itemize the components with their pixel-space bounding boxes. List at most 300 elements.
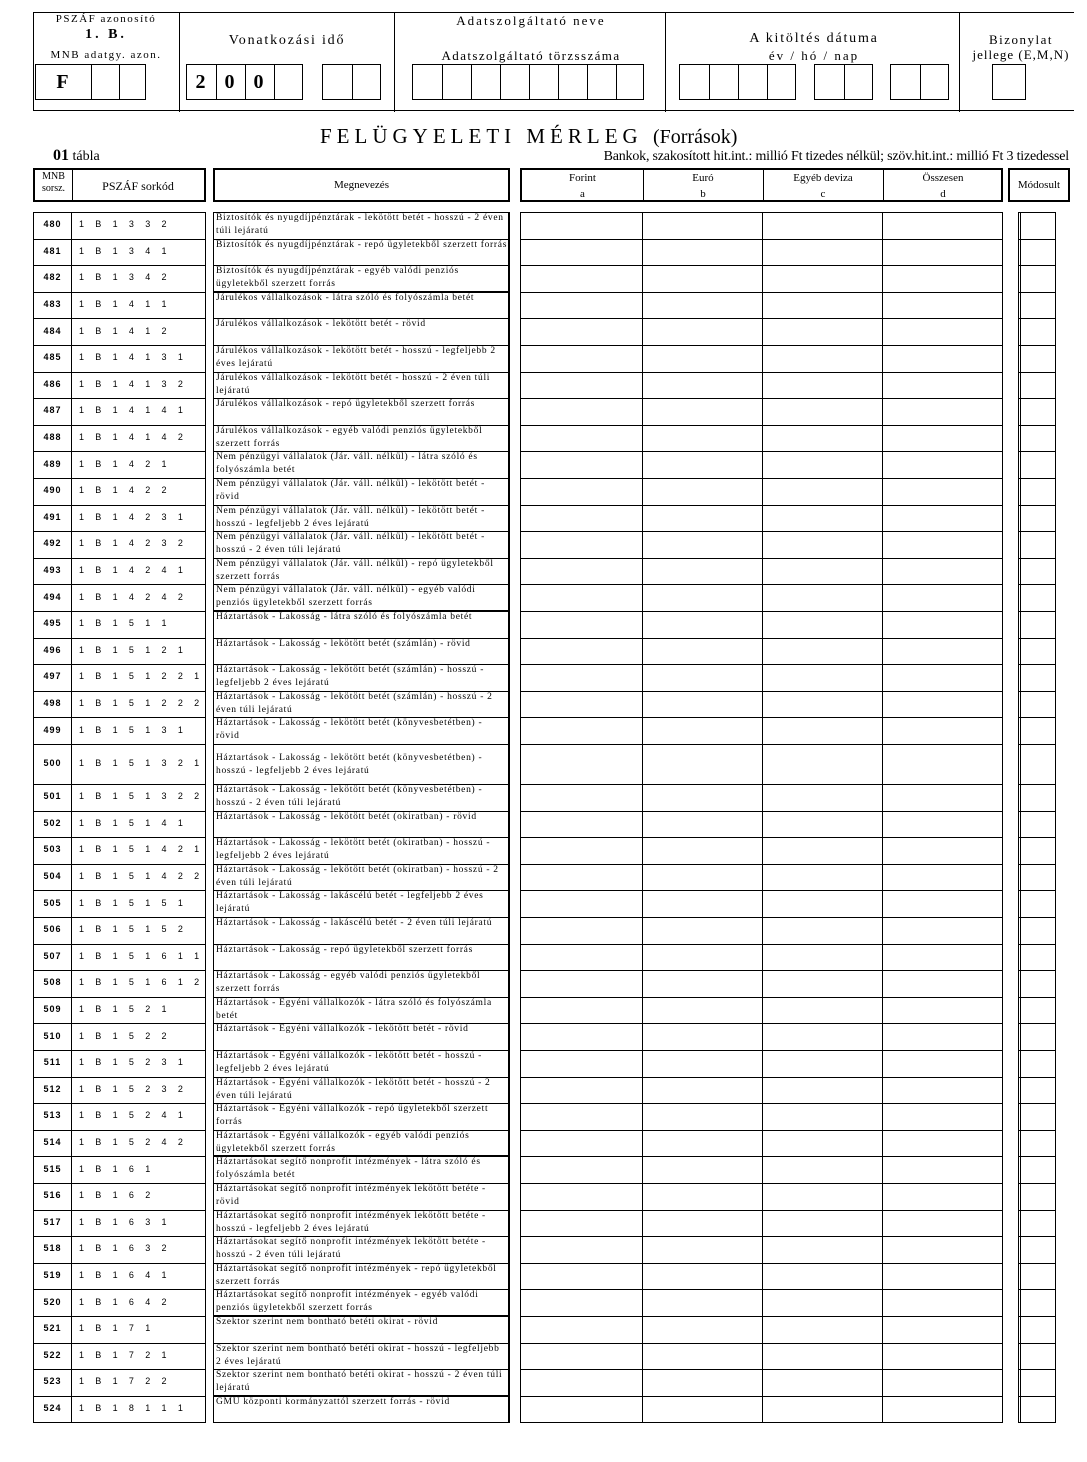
row-forint-cell[interactable]	[522, 1369, 643, 1396]
row-modosult-cell[interactable]	[1020, 398, 1055, 425]
row-modosult-cell[interactable]	[1020, 997, 1055, 1024]
row-osszesen-cell[interactable]	[883, 1023, 1003, 1050]
row-euro-cell[interactable]	[643, 864, 763, 891]
row-euro-cell[interactable]	[643, 744, 763, 784]
row-egyeb-cell[interactable]	[763, 265, 883, 292]
row-forint-cell[interactable]	[522, 811, 643, 838]
row-osszesen-cell[interactable]	[883, 531, 1003, 558]
row-modosult-cell[interactable]	[1020, 1183, 1055, 1210]
row-egyeb-cell[interactable]	[763, 1130, 883, 1157]
row-euro-cell[interactable]	[643, 1077, 763, 1104]
row-modosult-cell[interactable]	[1020, 811, 1055, 838]
row-euro-cell[interactable]	[643, 558, 763, 585]
row-osszesen-cell[interactable]	[883, 1236, 1003, 1263]
grid-line	[1018, 997, 1056, 998]
row-forint-cell[interactable]	[522, 425, 643, 452]
row-egyeb-cell[interactable]	[763, 478, 883, 505]
row-egyeb-cell[interactable]	[763, 425, 883, 452]
row-megnevezes: Járulékos vállalkozások - lekötött betét - rövid	[216, 319, 426, 330]
row-egyeb-cell[interactable]	[763, 398, 883, 425]
row-forint-cell[interactable]	[522, 531, 643, 558]
row-osszesen-cell[interactable]	[883, 784, 1003, 811]
grid-line	[213, 505, 510, 506]
row-osszesen-cell[interactable]	[883, 1183, 1003, 1210]
row-osszesen-cell[interactable]	[883, 1130, 1003, 1157]
row-modosult-cell[interactable]	[1020, 944, 1055, 971]
row-euro-cell[interactable]	[643, 478, 763, 505]
row-euro-cell[interactable]	[643, 944, 763, 971]
row-forint-cell[interactable]	[522, 784, 643, 811]
row-euro-cell[interactable]	[643, 691, 763, 718]
row-euro-cell[interactable]	[643, 239, 763, 266]
row-osszesen-cell[interactable]	[883, 811, 1003, 838]
row-egyeb-cell[interactable]	[763, 1023, 883, 1050]
row-forint-cell[interactable]	[522, 1263, 643, 1290]
row-mnb-sorsz: 511	[43, 1057, 62, 1068]
row-euro-cell[interactable]	[643, 1210, 763, 1237]
row-egyeb-cell[interactable]	[763, 372, 883, 399]
row-osszesen-cell[interactable]	[883, 584, 1003, 611]
row-modosult-cell[interactable]	[1020, 638, 1055, 665]
row-egyeb-cell[interactable]	[763, 531, 883, 558]
row-modosult-cell[interactable]	[1020, 837, 1055, 864]
row-pszaf-sorkod: 1 B 1 3 4 1	[79, 245, 171, 256]
row-euro-cell[interactable]	[643, 1343, 763, 1370]
row-egyeb-cell[interactable]	[763, 1077, 883, 1104]
row-mnb-sorsz: 510	[43, 1030, 62, 1041]
row-osszesen-cell[interactable]	[883, 398, 1003, 425]
grid-line	[33, 292, 206, 293]
torzsszam-box[interactable]	[412, 64, 644, 100]
row-megnevezes: Háztartások - Lakosság - lekötött betét (könyvesbetétben) - hosszú - legfeljebb 2 éves lejáratú	[216, 753, 483, 776]
row-osszesen-cell[interactable]	[883, 558, 1003, 585]
row-megnevezes: Háztartásokat segítő nonprofit intézmények - egyéb valódi penziós ügyletekből szerzett forrás	[216, 1290, 479, 1314]
row-modosult-cell[interactable]	[1020, 1077, 1055, 1104]
grid-line	[213, 744, 510, 745]
unit-note: Bankok, szakosított hit.int.: millió Ft tizedes nélkül; szöv.hit.int.: millió Ft 3 tizedessel	[603, 149, 1069, 164]
row-forint-cell[interactable]	[522, 1156, 643, 1183]
row-forint-cell[interactable]	[522, 744, 643, 784]
row-pszaf-sorkod: 1 B 1 6 4 2	[79, 1296, 171, 1307]
row-forint-cell[interactable]	[522, 717, 643, 744]
grid-line	[213, 212, 214, 1422]
row-euro-cell[interactable]	[643, 1050, 763, 1077]
row-modosult-cell[interactable]	[1020, 890, 1055, 917]
row-euro-cell[interactable]	[643, 292, 763, 319]
grid-line	[33, 744, 206, 745]
row-pszaf-sorkod: 1 B 1 5 1 5 2	[79, 924, 188, 935]
row-osszesen-cell[interactable]	[883, 265, 1003, 292]
kitoltes-datuma-label: A kitöltés dátuma	[749, 31, 879, 46]
grid-line	[33, 1422, 206, 1423]
row-modosult-cell[interactable]	[1020, 531, 1055, 558]
row-euro-cell[interactable]	[643, 1263, 763, 1290]
row-modosult-cell[interactable]	[1020, 478, 1055, 505]
row-osszesen-cell[interactable]	[883, 1077, 1003, 1104]
grid-line	[1018, 531, 1056, 532]
row-osszesen-cell[interactable]	[883, 318, 1003, 345]
row-forint-cell[interactable]	[522, 944, 643, 971]
row-forint-cell[interactable]	[522, 917, 643, 944]
row-forint-cell[interactable]	[522, 372, 643, 399]
grid-line	[213, 997, 510, 998]
row-osszesen-cell[interactable]	[883, 1263, 1003, 1290]
row-forint-cell[interactable]	[522, 558, 643, 585]
grid-line	[213, 610, 510, 612]
row-megnevezes: Háztartásokat segítő nonprofit intézmények - látra szóló és folyószámla betét	[216, 1157, 481, 1181]
row-forint-cell[interactable]	[522, 345, 643, 372]
row-pszaf-sorkod: 1 B 1 7 1	[79, 1323, 155, 1334]
row-modosult-cell[interactable]	[1020, 1156, 1055, 1183]
row-euro-cell[interactable]	[643, 717, 763, 744]
vonatkozasi-month-box[interactable]	[322, 64, 381, 100]
row-modosult-cell[interactable]	[1020, 451, 1055, 478]
grid-line	[1002, 212, 1003, 1422]
row-modosult-cell[interactable]	[1020, 1369, 1055, 1396]
kitoltes-ev-box[interactable]	[679, 64, 796, 100]
row-euro-cell[interactable]	[643, 664, 763, 691]
row-forint-cell[interactable]	[522, 1077, 643, 1104]
row-modosult-cell[interactable]	[1020, 558, 1055, 585]
row-modosult-cell[interactable]	[1020, 691, 1055, 718]
row-forint-cell[interactable]	[522, 664, 643, 691]
row-osszesen-cell[interactable]	[883, 638, 1003, 665]
row-modosult-cell[interactable]	[1020, 239, 1055, 266]
row-modosult-cell[interactable]	[1020, 1263, 1055, 1290]
row-egyeb-cell[interactable]	[763, 890, 883, 917]
grid-line	[1018, 558, 1056, 559]
row-forint-cell[interactable]	[522, 1050, 643, 1077]
grid-line	[213, 864, 510, 865]
row-euro-cell[interactable]	[643, 638, 763, 665]
row-euro-cell[interactable]	[643, 451, 763, 478]
row-modosult-cell[interactable]	[1020, 970, 1055, 997]
row-osszesen-cell[interactable]	[883, 970, 1003, 997]
row-euro-cell[interactable]	[643, 1369, 763, 1396]
row-forint-cell[interactable]	[522, 1289, 643, 1316]
row-forint-cell[interactable]	[522, 1396, 643, 1423]
row-euro-cell[interactable]	[643, 1289, 763, 1316]
row-egyeb-cell[interactable]	[763, 691, 883, 718]
row-forint-cell[interactable]	[522, 239, 643, 266]
row-egyeb-cell[interactable]	[763, 584, 883, 611]
row-mnb-sorsz: 503	[43, 844, 62, 855]
row-euro-cell[interactable]	[643, 1183, 763, 1210]
row-modosult-cell[interactable]	[1020, 1396, 1055, 1423]
grid-line	[213, 890, 510, 891]
row-modosult-cell[interactable]	[1020, 1236, 1055, 1263]
row-forint-cell[interactable]	[522, 611, 643, 638]
grid-line	[213, 1103, 510, 1104]
row-euro-cell[interactable]	[643, 345, 763, 372]
row-forint-cell[interactable]	[522, 584, 643, 611]
row-modosult-cell[interactable]	[1020, 318, 1055, 345]
row-osszesen-cell[interactable]	[883, 212, 1003, 239]
row-osszesen-cell[interactable]	[883, 917, 1003, 944]
row-osszesen-cell[interactable]	[883, 478, 1003, 505]
row-egyeb-cell[interactable]	[763, 1289, 883, 1316]
grid-line	[33, 478, 206, 479]
row-egyeb-cell[interactable]	[763, 997, 883, 1024]
row-mnb-sorsz: 490	[43, 485, 62, 496]
row-forint-cell[interactable]	[522, 1210, 643, 1237]
row-egyeb-cell[interactable]	[763, 1263, 883, 1290]
row-euro-cell[interactable]	[643, 1130, 763, 1157]
row-modosult-cell[interactable]	[1020, 611, 1055, 638]
row-modosult-cell[interactable]	[1020, 917, 1055, 944]
grid-line	[1018, 717, 1056, 718]
row-forint-cell[interactable]	[522, 1343, 643, 1370]
row-euro-cell[interactable]	[643, 505, 763, 532]
row-osszesen-cell[interactable]	[883, 1156, 1003, 1183]
row-egyeb-cell[interactable]	[763, 1183, 883, 1210]
table-row	[0, 505, 1087, 532]
row-euro-cell[interactable]	[643, 890, 763, 917]
row-forint-cell[interactable]	[522, 505, 643, 532]
row-pszaf-sorkod: 1 B 1 4 2 1	[79, 458, 171, 469]
row-mnb-sorsz: 483	[43, 299, 62, 310]
row-modosult-cell[interactable]	[1020, 1103, 1055, 1130]
row-forint-cell[interactable]	[522, 451, 643, 478]
row-euro-cell[interactable]	[643, 837, 763, 864]
row-osszesen-cell[interactable]	[883, 1369, 1003, 1396]
row-mnb-sorsz: 517	[43, 1216, 62, 1227]
row-osszesen-cell[interactable]	[883, 744, 1003, 784]
row-euro-cell[interactable]	[643, 372, 763, 399]
grid-line	[1018, 1156, 1056, 1157]
row-egyeb-cell[interactable]	[763, 864, 883, 891]
row-modosult-cell[interactable]	[1020, 744, 1055, 784]
row-egyeb-cell[interactable]	[763, 1050, 883, 1077]
grid-line	[1055, 212, 1056, 1422]
row-osszesen-cell[interactable]	[883, 505, 1003, 532]
row-euro-cell[interactable]	[643, 917, 763, 944]
row-mnb-sorsz: 506	[43, 924, 62, 935]
row-egyeb-cell[interactable]	[763, 505, 883, 532]
row-modosult-cell[interactable]	[1020, 717, 1055, 744]
row-euro-cell[interactable]	[643, 811, 763, 838]
grid-line	[508, 212, 510, 1422]
row-euro-cell[interactable]	[643, 997, 763, 1024]
row-euro-cell[interactable]	[643, 970, 763, 997]
row-egyeb-cell[interactable]	[763, 1236, 883, 1263]
row-osszesen-cell[interactable]	[883, 944, 1003, 971]
row-forint-cell[interactable]	[522, 890, 643, 917]
row-osszesen-cell[interactable]	[883, 292, 1003, 319]
row-forint-cell[interactable]	[522, 1130, 643, 1157]
row-osszesen-cell[interactable]	[883, 425, 1003, 452]
row-megnevezes: Háztartások - Egyéni vállalkozók - lekötött betét - hosszú - 2 éven túli lejáratú	[216, 1077, 491, 1101]
grid-line	[33, 1369, 206, 1370]
grid-line	[642, 212, 643, 1422]
row-egyeb-cell[interactable]	[763, 558, 883, 585]
row-megnevezes: Járulékos vállalkozások - repó ügyletekből szerzett forrás	[216, 399, 476, 410]
row-osszesen-cell[interactable]	[883, 1050, 1003, 1077]
row-egyeb-cell[interactable]	[763, 1103, 883, 1130]
row-euro-cell[interactable]	[643, 1396, 763, 1423]
row-egyeb-cell[interactable]	[763, 1343, 883, 1370]
col-header-egyeb-letter: c	[820, 188, 826, 200]
row-osszesen-cell[interactable]	[883, 717, 1003, 744]
row-euro-cell[interactable]	[643, 318, 763, 345]
kitoltes-nap-box[interactable]	[890, 64, 949, 100]
row-forint-cell[interactable]	[522, 318, 643, 345]
row-megnevezes: Háztartások - Lakosság - lekötött betét (okiratban) - rövid	[216, 811, 477, 822]
row-euro-cell[interactable]	[643, 425, 763, 452]
row-egyeb-cell[interactable]	[763, 944, 883, 971]
row-megnevezes: Háztartások - Lakosság - lekötött betét (számlán) - rövid	[216, 638, 471, 649]
row-modosult-cell[interactable]	[1020, 1210, 1055, 1237]
grid-line	[33, 505, 206, 506]
row-egyeb-cell[interactable]	[763, 345, 883, 372]
row-modosult-cell[interactable]	[1020, 664, 1055, 691]
row-egyeb-cell[interactable]	[763, 1396, 883, 1423]
row-egyeb-cell[interactable]	[763, 784, 883, 811]
row-mnb-sorsz: 514	[43, 1137, 62, 1148]
row-modosult-cell[interactable]	[1020, 345, 1055, 372]
table-row	[0, 1156, 1087, 1183]
row-modosult-cell[interactable]	[1020, 1050, 1055, 1077]
grid-line	[213, 1289, 510, 1290]
row-euro-cell[interactable]	[643, 398, 763, 425]
row-forint-cell[interactable]	[522, 970, 643, 997]
row-forint-cell[interactable]	[522, 212, 643, 239]
row-egyeb-cell[interactable]	[763, 318, 883, 345]
row-osszesen-cell[interactable]	[883, 451, 1003, 478]
grid-line	[33, 372, 206, 373]
row-euro-cell[interactable]	[643, 784, 763, 811]
row-modosult-cell[interactable]	[1020, 1130, 1055, 1157]
grid-line	[1018, 1183, 1056, 1184]
row-modosult-cell[interactable]	[1020, 1343, 1055, 1370]
grid-line	[33, 638, 206, 639]
row-forint-cell[interactable]	[522, 398, 643, 425]
row-forint-cell[interactable]	[522, 997, 643, 1024]
row-modosult-cell[interactable]	[1020, 265, 1055, 292]
row-egyeb-cell[interactable]	[763, 664, 883, 691]
row-forint-cell[interactable]	[522, 837, 643, 864]
row-osszesen-cell[interactable]	[883, 837, 1003, 864]
row-forint-cell[interactable]	[522, 1103, 643, 1130]
row-egyeb-cell[interactable]	[763, 239, 883, 266]
row-osszesen-cell[interactable]	[883, 664, 1003, 691]
page-title-main: FELÜGYELETI MÉRLEG	[320, 124, 643, 148]
row-egyeb-cell[interactable]	[763, 744, 883, 784]
row-egyeb-cell[interactable]	[763, 638, 883, 665]
row-osszesen-cell[interactable]	[883, 1210, 1003, 1237]
grid-line	[213, 717, 510, 718]
kitoltes-ho-box[interactable]	[814, 64, 873, 100]
row-euro-cell[interactable]	[643, 584, 763, 611]
row-osszesen-cell[interactable]	[883, 372, 1003, 399]
row-modosult-cell[interactable]	[1020, 784, 1055, 811]
row-euro-cell[interactable]	[643, 1156, 763, 1183]
row-forint-cell[interactable]	[522, 478, 643, 505]
row-forint-cell[interactable]	[522, 265, 643, 292]
row-egyeb-cell[interactable]	[763, 1316, 883, 1343]
grid-line	[1018, 1369, 1056, 1370]
row-forint-cell[interactable]	[522, 864, 643, 891]
row-osszesen-cell[interactable]	[883, 1396, 1003, 1423]
row-osszesen-cell[interactable]	[883, 1103, 1003, 1130]
row-modosult-cell[interactable]	[1020, 372, 1055, 399]
grid-line	[33, 1103, 206, 1104]
row-egyeb-cell[interactable]	[763, 1156, 883, 1183]
row-forint-cell[interactable]	[522, 638, 643, 665]
row-modosult-cell[interactable]	[1020, 505, 1055, 532]
row-forint-cell[interactable]	[522, 691, 643, 718]
grid-line	[33, 1183, 206, 1184]
row-osszesen-cell[interactable]	[883, 1343, 1003, 1370]
table-number-value: 01	[53, 147, 69, 164]
row-modosult-cell[interactable]	[1020, 584, 1055, 611]
row-modosult-cell[interactable]	[1020, 1023, 1055, 1050]
row-mnb-sorsz: 487	[43, 405, 62, 416]
row-euro-cell[interactable]	[643, 611, 763, 638]
row-forint-cell[interactable]	[522, 1316, 643, 1343]
row-egyeb-cell[interactable]	[763, 1210, 883, 1237]
row-egyeb-cell[interactable]	[763, 451, 883, 478]
row-osszesen-cell[interactable]	[883, 239, 1003, 266]
table-row	[0, 451, 1087, 478]
row-modosult-cell[interactable]	[1020, 1289, 1055, 1316]
row-modosult-cell[interactable]	[1020, 292, 1055, 319]
row-osszesen-cell[interactable]	[883, 864, 1003, 891]
row-egyeb-cell[interactable]	[763, 717, 883, 744]
row-osszesen-cell[interactable]	[883, 890, 1003, 917]
table-row	[0, 997, 1087, 1024]
row-forint-cell[interactable]	[522, 1236, 643, 1263]
grid-line	[1018, 1236, 1056, 1237]
row-euro-cell[interactable]	[643, 1023, 763, 1050]
row-euro-cell[interactable]	[643, 212, 763, 239]
row-modosult-cell[interactable]	[1020, 425, 1055, 452]
row-euro-cell[interactable]	[643, 531, 763, 558]
row-pszaf-sorkod: 1 B 1 5 1 4 2 2	[79, 871, 204, 882]
row-osszesen-cell[interactable]	[883, 997, 1003, 1024]
row-euro-cell[interactable]	[643, 1103, 763, 1130]
row-forint-cell[interactable]	[522, 1183, 643, 1210]
row-osszesen-cell[interactable]	[883, 1289, 1003, 1316]
row-pszaf-sorkod: 1 B 1 6 4 1	[79, 1270, 171, 1281]
row-euro-cell[interactable]	[643, 265, 763, 292]
grid-line	[33, 970, 206, 971]
row-modosult-cell[interactable]	[1020, 864, 1055, 891]
row-egyeb-cell[interactable]	[763, 970, 883, 997]
row-egyeb-cell[interactable]	[763, 212, 883, 239]
row-osszesen-cell[interactable]	[883, 1316, 1003, 1343]
row-euro-cell[interactable]	[643, 1316, 763, 1343]
row-egyeb-cell[interactable]	[763, 837, 883, 864]
row-modosult-cell[interactable]	[1020, 212, 1055, 239]
row-forint-cell[interactable]	[522, 1023, 643, 1050]
row-osszesen-cell[interactable]	[883, 611, 1003, 638]
row-egyeb-cell[interactable]	[763, 917, 883, 944]
bizonylat-box[interactable]	[992, 64, 1026, 100]
row-egyeb-cell[interactable]	[763, 811, 883, 838]
row-egyeb-cell[interactable]	[763, 611, 883, 638]
row-egyeb-cell[interactable]	[763, 292, 883, 319]
row-forint-cell[interactable]	[522, 292, 643, 319]
row-modosult-cell[interactable]	[1020, 1316, 1055, 1343]
grid-line	[213, 1263, 510, 1264]
row-osszesen-cell[interactable]	[883, 345, 1003, 372]
row-euro-cell[interactable]	[643, 1236, 763, 1263]
row-pszaf-sorkod: 1 B 1 4 1 4 1	[79, 405, 188, 416]
grid-line	[1018, 478, 1056, 479]
row-osszesen-cell[interactable]	[883, 691, 1003, 718]
row-egyeb-cell[interactable]	[763, 1369, 883, 1396]
